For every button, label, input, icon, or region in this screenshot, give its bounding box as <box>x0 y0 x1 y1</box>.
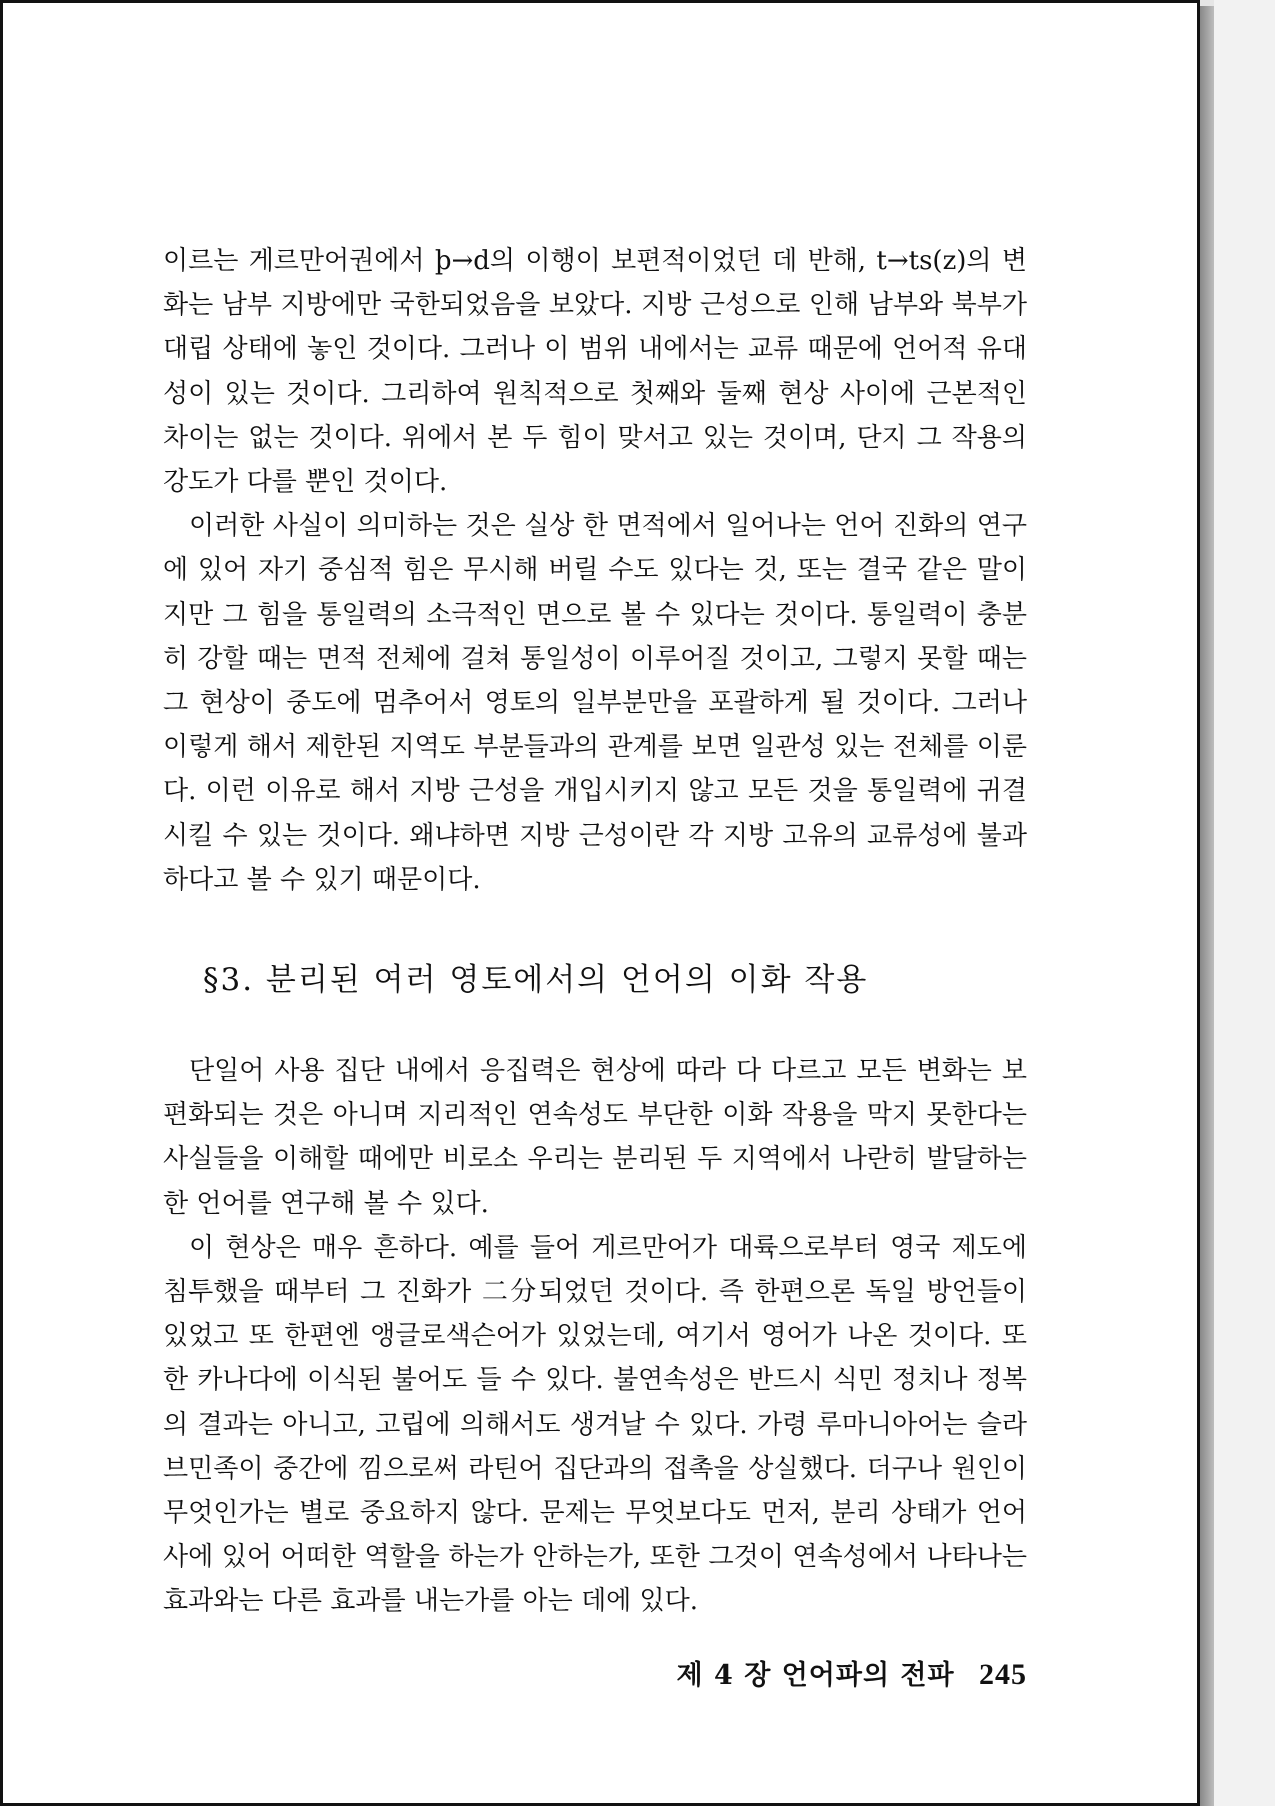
viewer-background <box>1214 0 1275 1806</box>
paragraph-3: 단일어 사용 집단 내에서 응집력은 현상에 따라 다 다르고 모든 변화는 보편화되는 것은 아니며 지리적인 연속성도 부단한 이화 작용을 막지 못한다는 사실들을 이해할 때에만 비로소 우리는 분리된 두 지역에서 나란히 발달하는 한 언어를 연구해 볼 수 있다. <box>163 1056 1027 1219</box>
footer-chapter-title: 제 4 장 언어파의 전파 <box>676 1660 955 1691</box>
paragraph-2: 이러한 사실이 의미하는 것은 실상 한 면적에서 일어나는 언어 진화의 연구에 있어 자기 중심적 힘은 무시해 버릴 수도 있다는 것, 또는 결국 같은 말이지만 그 힘을 통일력의 소극적인 면으로 볼 수 있다는 것이다. 통일력이 충분히 강할 때는 면적 전체에 걸쳐 통일성이 이루어질 것이고, 그렇지 못할 때는 그 현상이 중도에 멈추어서 영토의 일부분만을 포괄하게 될 것이다. 그러나 이렇게 해서 제한된 지역도 부분들과의 관계를 보면 일관성 있는 전체를 이룬다. 이런 이유로 해서 지방 근성을 개입시키지 않고 모든 것을 통일력에 귀결시킬 수 있는 것이다. 왜냐하면 지방 근성이란 각 지방 고유의 교류성에 불과하다고 볼 수 있기 때문이다. <box>163 511 1027 895</box>
page-number: 245 <box>979 1658 1027 1691</box>
paragraph-4: 이 현상은 매우 흔하다. 예를 들어 게르만어가 대륙으로부터 영국 제도에 침투했을 때부터 그 진화가 二分되었던 것이다. 즉 한편으론 독일 방언들이 있었고 또 한편엔 앵글로색슨어가 있었는데, 여기서 영어가 나온 것이다. 또한 카나다에 이식된 불어도 들 수 있다. 불연속성은 반드시 식민 정치나 정복의 결과는 아니고, 고립에 의해서도 생겨날 수 있다. 가령 루마니아어는 슬라브민족이 중간에 낌으로써 라틴어 집단과의 접촉을 상실했다. 더구나 원인이 무엇인가는 별로 중요하지 않다. 문제는 무엇보다도 먼저, 분리 상태가 언어사에 있어 어떠한 역할을 하는가 안하는가, 또한 그것이 연속성에서 나타나는 효과와는 다른 효과를 내는가를 아는 데에 있다. <box>163 1232 1027 1617</box>
page-body <box>163 239 1027 1624</box>
page-edge-shadow <box>1200 6 1214 1806</box>
section-heading-wrapper <box>163 954 1027 999</box>
running-footer <box>163 1653 1027 1692</box>
paragraph-1: 이르는 게르만어권에서 þ→d의 이행이 보편적이었던 데 반해, t→ts(z)의 변화는 남부 지방에만 국한되었음을 보았다. 지방 근성으로 인해 남부와 북부가 대립 상태에 놓인 것이다. 그러나 이 범위 내에서는 교류 때문에 언어적 유대성이 있는 것이다. 그리하여 원칙적으로 첫째와 둘째 현상 사이에 근본적인 차이는 없는 것이다. 위에서 본 두 힘이 맞서고 있는 것이며, 단지 그 작용의 강도가 다를 뿐인 것이다. <box>163 246 1027 498</box>
section-heading: §3. 분리된 여러 영토에서의 언어의 이화 작용 <box>203 962 869 999</box>
